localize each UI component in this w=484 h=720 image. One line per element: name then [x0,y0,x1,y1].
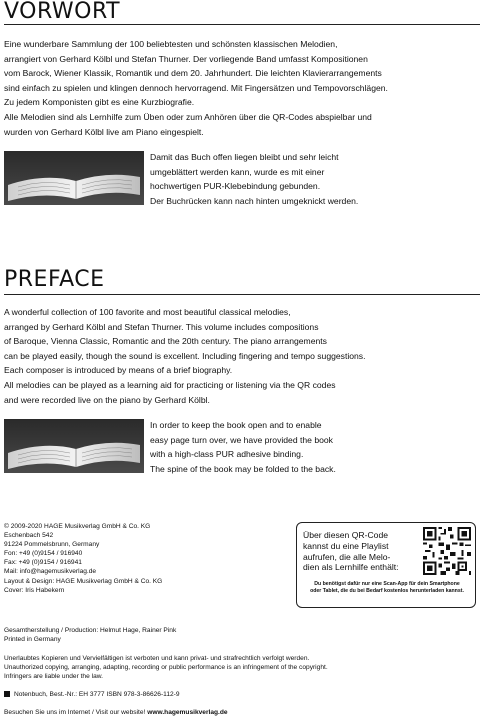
vorwort-rule [4,24,480,25]
copyright-notice: Unerlaubtes Kopieren und Vervielfältigen ist verboten und kann privat- und strafrechtlich verfolgt werden. Unauthorized copying, arranging, adapting, recording or public performance is an infringement of the copyright. Infringers are liable under the law. [4,655,328,681]
vorwort-paragraph: Eine wunderbare Sammlung der 100 beliebtesten und schönsten klassischen Melodien, arrangiert von Gerhard Kölbl und Stefan Thurner. Der vorliegende Band umfasst Kompositionen vom Barock, Wiener Klassik, Romantik und dem 20. Jahrhundert. Die leichten Klavierarrangements sind einfach zu spielen und klingen dennoch hervorragend. Mit Fingersätzen und Tempovorschlägen. Zu jedem Komponisten gibt es eine Kurzbiografie. Alle Melodien sind als Lernhilfe zum Üben oder zum Anhören über die QR-Codes abspielbar und wurden von Gerhard Kölbl live am Piano eingespielt. [4,39,388,137]
open-book-photo-2 [4,419,144,473]
qr-code-text: Über diesen QR-Code kannst du eine Playlist aufrufen, die alle Melo- dien als Lernhilfe enthält: [303,530,399,573]
publisher-info: © 2009-2020 HAGE Musikverlag GmbH & Co. KG Eschenbach 542 91224 Pommelsbrunn, Germany Fon: +49 (0)9154 / 916940 Fax: +49 (0)9154 / 916941 Mail: info@hagemusikverlag.de Layout & Design: HAGE Musikverlag GmbH & Co. KG Cover: Iris Habekern [4,523,163,594]
website-link[interactable]: www.hagemusikverlag.de [147,709,228,716]
qr-code-icon[interactable] [423,527,471,575]
website-line: Besuchen Sie uns im Internet / Visit our website! www.hagemusikverlag.de [4,709,228,716]
preface-rule [4,294,480,295]
preface-binding-note: In order to keep the book open and to enable easy page turn over, we have provided the book with a high-class PUR adhesive binding. The spine of the book may be folded to the back. [150,420,336,474]
qr-code-hint: Du benötigst dafür nur eine Scan-App für dein Smartphone oder Tablet, die du bei Bedarf kostenlos herunterladen kannst. [310,581,464,594]
order-number: Notenbuch, Best.-Nr.: EH 3777 ISBN 978-3-86626-112-9 [4,690,180,699]
preface-heading: PREFACE [4,267,105,292]
vorwort-binding-note: Damit das Buch offen liegen bleibt und sehr leicht umgeblättert werden kann, wurde es mit einer hochwertigen PUR-Klebebindung gebunden. Der Buchrücken kann nach hinten umgeknickt werden. [150,152,359,206]
qr-code-box [296,522,476,608]
vorwort-heading: VORWORT [4,0,121,24]
square-bullet-icon [4,691,10,697]
production-info: Gesamtherstellung / Production: Helmut Hage, Rainer Pink Printed in Germany [4,627,177,644]
open-book-photo [4,151,144,205]
preface-paragraph: A wonderful collection of 100 favorite and most beautiful classical melodies, arranged by Gerhard Kölbl and Stefan Thurner. This volume includes compositions of Baroque, Vienna Classic, Romantic and the 20th century. The piano arrangements can be played easily, though the sound is excellent. Including fingering and tempo suggestions. Each composer is introduced by means of a brief biography. All melodies can be played as a learning aid for practicing or listening via the QR codes and were recorded live on the piano by Gerhard Kölbl. [4,307,366,405]
